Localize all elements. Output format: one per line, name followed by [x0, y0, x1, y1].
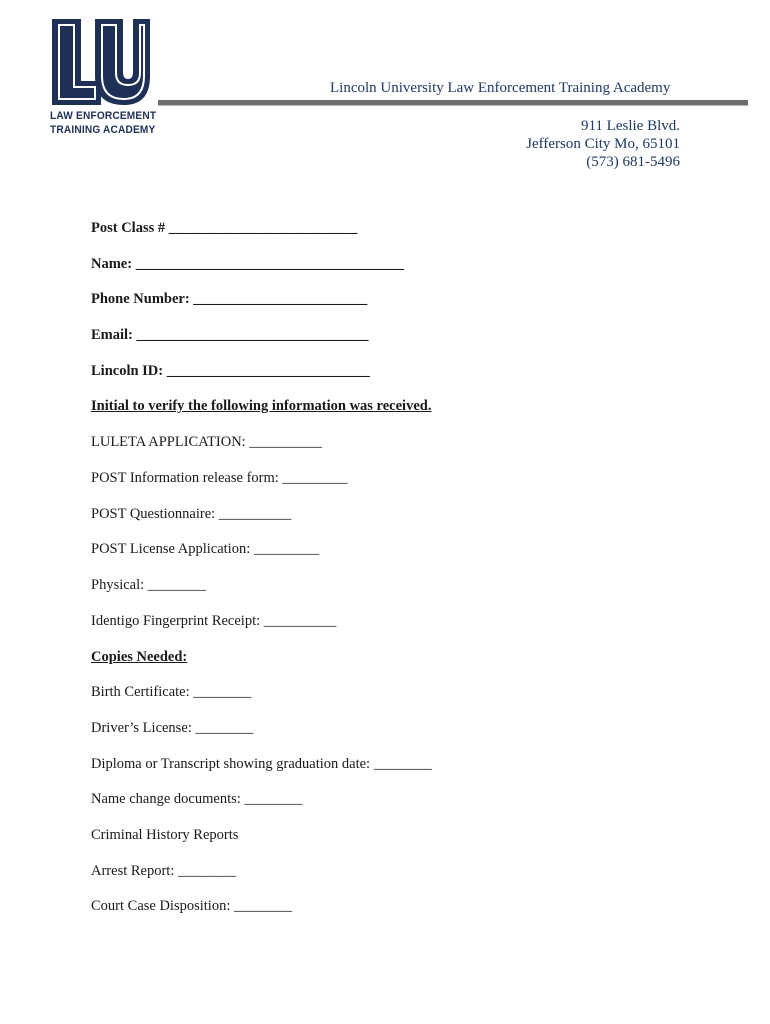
copies-heading: Copies Needed: — [91, 649, 188, 665]
address-city: Jefferson City Mo, 65101 — [526, 136, 680, 152]
arrest-report-field[interactable]: Arrest Report: ________ — [91, 863, 236, 879]
birth-certificate-field[interactable]: Birth Certificate: ________ — [91, 684, 252, 700]
header-divider — [158, 100, 748, 105]
logo-line-2: TRAINING ACADEMY — [50, 124, 156, 136]
lincoln-id-field[interactable]: Lincoln ID: ____________________________ — [91, 363, 370, 379]
luleta-application-field[interactable]: LULETA APPLICATION: __________ — [91, 434, 322, 450]
diploma-transcript-field[interactable]: Diploma or Transcript showing graduation date: ________ — [91, 756, 432, 772]
fingerprint-receipt-field[interactable]: Identigo Fingerprint Receipt: __________ — [91, 613, 337, 629]
post-questionnaire-field[interactable]: POST Questionnaire: __________ — [91, 506, 292, 522]
address-phone: (573) 681-5496 — [586, 154, 680, 170]
court-case-disposition-field[interactable]: Court Case Disposition: ________ — [91, 898, 292, 914]
phone-number-field[interactable]: Phone Number: ________________________ — [91, 291, 368, 307]
address-block — [526, 117, 680, 171]
email-field[interactable]: Email: ________________________________ — [91, 327, 369, 343]
drivers-license-field[interactable]: Driver’s License: ________ — [91, 720, 254, 736]
academy-title: Lincoln University Law Enforcement Training Academy — [330, 80, 671, 96]
name-field[interactable]: Name: _____________________________________ — [91, 256, 404, 272]
post-release-form-field[interactable]: POST Information release form: _________ — [91, 470, 348, 486]
verify-heading: Initial to verify the following information was received. — [91, 398, 432, 414]
criminal-history-reports-label: Criminal History Reports — [91, 827, 239, 843]
post-class-field[interactable]: Post Class # __________________________ — [91, 220, 358, 236]
post-license-application-field[interactable]: POST License Application: _________ — [91, 541, 320, 557]
academy-logo — [50, 16, 157, 138]
lu-logo-icon — [50, 16, 152, 108]
address-street: 911 Leslie Blvd. — [580, 118, 680, 134]
logo-line-1: LAW ENFORCEMENT — [50, 110, 157, 122]
name-change-documents-field[interactable]: Name change documents: ________ — [91, 791, 303, 807]
physical-field[interactable]: Physical: ________ — [91, 577, 206, 593]
